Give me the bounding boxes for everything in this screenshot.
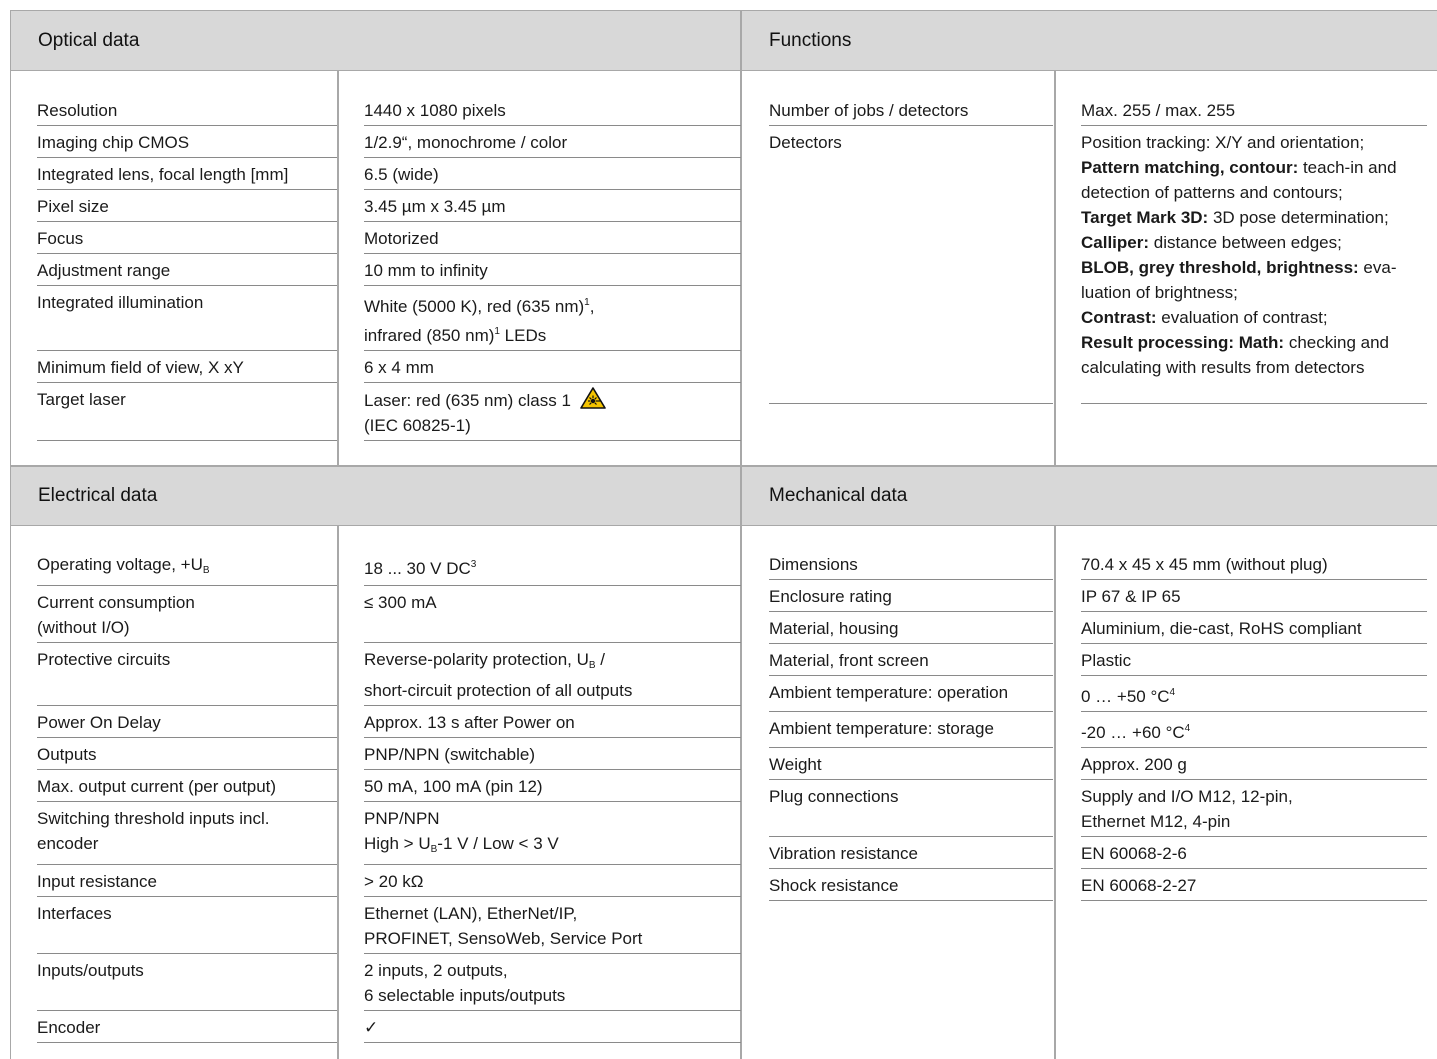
row-value: 18 ... 30 V $DC^3$ — [364, 548, 741, 586]
checkmark-icon: ✓ — [364, 1018, 379, 1037]
table-row — [769, 869, 1427, 901]
table-row — [769, 748, 1427, 780]
row-value: 70.4 x 45 x 45 mm (without plug) — [1081, 548, 1427, 580]
detector-item: BLOB, grey threshold, brightness: eva-luation of brightness; — [1081, 258, 1397, 302]
row-value: Aluminium, die-cast, RoHS compliant — [1081, 612, 1427, 644]
detector-item: Position tracking: X/Y and orientation; — [1081, 133, 1365, 152]
row-label: Operating voltage, $+U_B$ — [37, 548, 337, 586]
table-row — [37, 1011, 741, 1043]
section-header-electrical — [11, 467, 740, 526]
footnote-mark: 1 — [494, 326, 500, 337]
section-header-functions — [742, 11, 1437, 71]
row-label: Material, housing — [769, 612, 1053, 644]
section-title: Electrical data — [38, 485, 158, 506]
section-header-optical — [11, 11, 740, 71]
table-row — [37, 954, 741, 1011]
table-row — [37, 94, 741, 126]
detector-item: Target Mark 3D: 3D pose determination; — [1081, 208, 1389, 227]
row-value: Approx. 200 g — [1081, 748, 1427, 780]
table-row — [37, 548, 741, 586]
row-label: Dimensions — [769, 548, 1053, 580]
row-value: PNP/NPN (switchable) — [364, 738, 741, 770]
mechanical-table — [769, 548, 1427, 901]
row-label: Target laser — [37, 383, 337, 441]
table-row — [37, 254, 741, 286]
table-row — [769, 780, 1427, 837]
table-row — [37, 222, 741, 254]
row-label: Integrated illumination — [37, 286, 337, 351]
row-label: Switching threshold inputs incl. encoder — [37, 802, 337, 865]
row-label: Detectors — [769, 126, 1053, 404]
row-value: Motorized — [364, 222, 741, 254]
laser-warning-icon — [580, 387, 606, 409]
detectors-list — [1081, 126, 1427, 404]
table-row — [769, 612, 1427, 644]
table-row — [37, 158, 741, 190]
table-row — [37, 383, 741, 441]
row-label: Inputs/outputs — [37, 954, 337, 1011]
table-row — [769, 644, 1427, 676]
row-value: Ethernet (LAN), EtherNet/IP, PROFINET, SensoWeb, Service Port — [364, 897, 741, 954]
row-value: 2 inputs, 2 outputs, 6 selectable inputs/outputs — [364, 954, 741, 1011]
table-row — [37, 586, 741, 643]
row-label: Material, front screen — [769, 644, 1053, 676]
row-value: 10 mm to infinity — [364, 254, 741, 286]
table-row — [37, 738, 741, 770]
row-label: Ambient temperature: operation — [769, 676, 1053, 712]
row-label: Resolution — [37, 94, 337, 126]
row-value: 50 mA, 100 mA (pin 12) — [364, 770, 741, 802]
row-value: 3.45 µm x 3.45 µm — [364, 190, 741, 222]
row-label: Number of jobs / detectors — [769, 94, 1053, 126]
row-value: Approx. 13 s after Power on — [364, 706, 741, 738]
section-title: Mechanical data — [769, 485, 908, 506]
table-row — [769, 548, 1427, 580]
row-label: Weight — [769, 748, 1053, 780]
row-value: > 20 kΩ — [364, 865, 741, 897]
optical-table — [37, 94, 741, 441]
table-row — [37, 865, 741, 897]
row-value: Max. 255 / max. 255 — [1081, 94, 1427, 126]
row-label: Pixel size — [37, 190, 337, 222]
table-row — [37, 190, 741, 222]
section-title: Functions — [769, 29, 852, 51]
row-value: -20 … +60 $^\circ C^4$ — [1081, 712, 1427, 748]
table-row — [37, 351, 741, 383]
row-label: Shock resistance — [769, 869, 1053, 901]
row-label: Minimum field of view, X xY — [37, 351, 337, 383]
table-row — [769, 580, 1427, 612]
row-label: Ambient temperature: storage — [769, 712, 1053, 748]
row-value: Reverse-polarity protection, $U_B$ / short-circuit protection of all outputs — [364, 643, 741, 706]
row-label: Vibration resistance — [769, 837, 1053, 869]
row-value: ≤ 300 mA — [364, 586, 741, 643]
row-label: Interfaces — [37, 897, 337, 954]
table-row — [37, 286, 741, 351]
row-label: Input resistance — [37, 865, 337, 897]
detector-item: Pattern matching, contour: teach-in and detection of patterns and contours; — [1081, 158, 1397, 202]
table-row — [37, 706, 741, 738]
row-value: 1/2.9“, monochrome / color — [364, 126, 741, 158]
row-value: 0 … +50 $^\circ C^4$ — [1081, 676, 1427, 712]
functions-table — [769, 94, 1427, 404]
table-row — [769, 837, 1427, 869]
section-header-mechanical — [742, 467, 1437, 526]
detector-item: Contrast: evaluation of contrast; — [1081, 308, 1328, 327]
table-row — [37, 897, 741, 954]
row-value: 6 x 4 mm — [364, 351, 741, 383]
row-label: Integrated lens, focal length [mm] — [37, 158, 337, 190]
row-value: PNP/NPN High > $U_B-1$ V / Low < 3 V — [364, 802, 741, 865]
row-label: Adjustment range — [37, 254, 337, 286]
row-value: Plastic — [1081, 644, 1427, 676]
row-value: Supply and I/O M12, 12-pin, Ethernet M12, 4-pin — [1081, 780, 1427, 837]
row-label: Imaging chip CMOS — [37, 126, 337, 158]
row-label: Enclosure rating — [769, 580, 1053, 612]
row-label: Protective circuits — [37, 643, 337, 706]
row-value: IP 67 & IP 65 — [1081, 580, 1427, 612]
row-value: EN 60068-2-27 — [1081, 869, 1427, 901]
table-row — [769, 94, 1427, 126]
table-row — [769, 712, 1427, 748]
row-value — [364, 1011, 741, 1043]
row-label: Outputs — [37, 738, 337, 770]
row-value: 1440 x 1080 pixels — [364, 94, 741, 126]
row-label: Current consumption (without I/O) — [37, 586, 337, 643]
row-label: Plug connections — [769, 780, 1053, 837]
row-value: EN 60068-2-6 — [1081, 837, 1427, 869]
row-label: Max. output current (per output) — [37, 770, 337, 802]
row-value: White (5000 K), red (635 nm)$^1$, infrared (850 nm)$^1$ LEDs — [364, 286, 741, 351]
detector-item: Calliper: distance between edges; — [1081, 233, 1342, 252]
table-row — [37, 643, 741, 706]
table-row — [37, 126, 741, 158]
row-label: Encoder — [37, 1011, 337, 1043]
detector-item: Result processing: Math: checking and calculating with results from detectors — [1081, 333, 1389, 377]
row-value: 6.5 (wide) — [364, 158, 741, 190]
table-row — [37, 770, 741, 802]
row-label: Power On Delay — [37, 706, 337, 738]
row-value: Laser: red (635 nm) class 1 (IEC 60825-1) — [364, 383, 741, 441]
electrical-table — [37, 548, 741, 1043]
footnote-mark: 1 — [584, 297, 590, 308]
table-row — [769, 126, 1427, 404]
row-label: Focus — [37, 222, 337, 254]
table-row — [37, 802, 741, 865]
table-row — [769, 676, 1427, 712]
section-title: Optical data — [38, 29, 140, 51]
